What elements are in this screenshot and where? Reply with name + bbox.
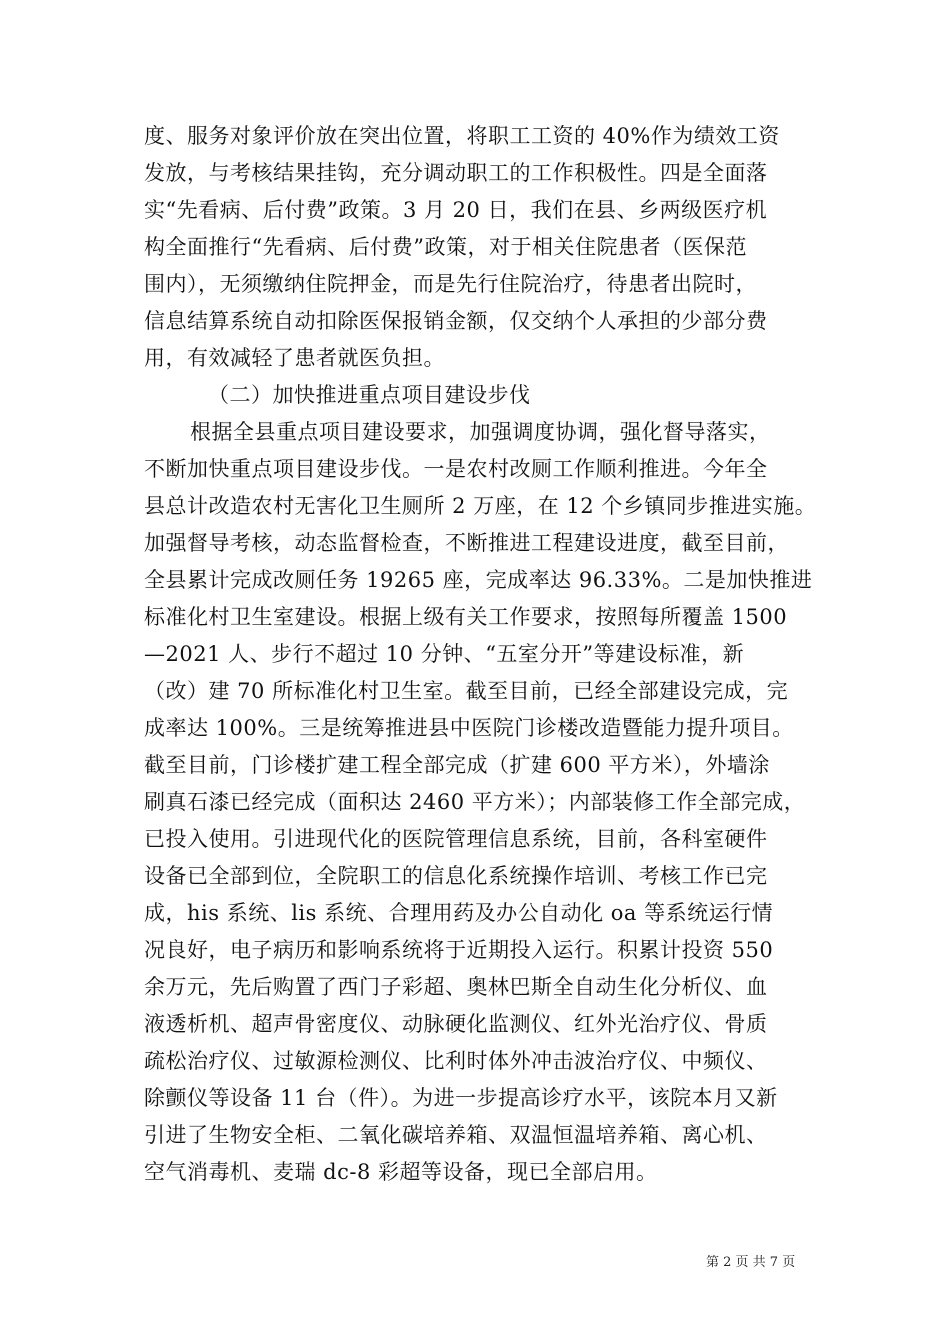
text-line: 疏松治疗仪、过敏源检测仪、比利时体外冲击波治疗仪、中频仪、 bbox=[144, 1049, 768, 1073]
text-line: 已投入使用。引进现代化的医院管理信息系统，目前，各科室硬件 bbox=[144, 827, 768, 851]
text-line: 度、服务对象评价放在突出位置，将职工工资的 40%作为绩效工资 bbox=[144, 124, 780, 148]
text-line: 刷真石漆已经完成（面积达 2460 平方米）；内部装修工作全部完成， bbox=[144, 790, 806, 814]
text-line: 况良好，电子病历和影响系统将于近期投入运行。积累计投资 550 bbox=[144, 938, 774, 962]
page-number-footer: 第 2 页 共 7 页 bbox=[706, 1255, 796, 1270]
text-line: —2021 人、步行不超过 10 分钟、“五室分开”等建设标准，新 bbox=[144, 642, 745, 666]
section-heading: （二）加快推进重点项目建设步伐 bbox=[208, 383, 531, 407]
text-line: 加强督导考核，动态监督检查，不断推进工程建设进度，截至目前， bbox=[144, 531, 789, 555]
text-line: 截至目前，门诊楼扩建工程全部完成（扩建 600 平方米），外墙涂 bbox=[144, 753, 770, 777]
text-line: 实“先看病、后付费”政策。3 月 20 日，我们在县、乡两级医疗机 bbox=[144, 198, 768, 222]
text-line: 全县累计完成改厕任务 19265 座，完成率达 96.33%。二是加快推进 bbox=[144, 568, 813, 592]
text-line: 用，有效减轻了患者就医负担。 bbox=[144, 346, 445, 370]
text-line: 引进了生物安全柜、二氧化碳培养箱、双温恒温培养箱、离心机、 bbox=[144, 1123, 768, 1147]
text-line: 除颤仪等设备 11 台（件）。为进一步提高诊疗水平，该院本月又新 bbox=[144, 1086, 778, 1110]
text-line: 围内），无须缴纳住院押金，而是先行住院治疗，待患者出院时， bbox=[144, 272, 757, 296]
text-line: 空气消毒机、麦瑞 dc-8 彩超等设备，现已全部启用。 bbox=[144, 1160, 658, 1184]
text-line: 液透析机、超声骨密度仪、动脉硬化监测仪、红外光治疗仪、骨质 bbox=[144, 1012, 768, 1036]
text-line: （改）建 70 所标准化村卫生室。截至目前，已经全部建设完成，完 bbox=[144, 679, 789, 703]
text-line: 构全面推行“先看病、后付费”政策，对于相关住院患者（医保范 bbox=[144, 235, 747, 259]
text-line: 成，his 系统、lis 系统、合理用药及办公自动化 oa 等系统运行情 bbox=[144, 901, 774, 925]
text-line: 标准化村卫生室建设。根据上级有关工作要求，按照每所覆盖 1500 bbox=[144, 605, 788, 629]
text-line: 不断加快重点项目建设步伐。一是农村改厕工作顺利推进。今年全 bbox=[144, 457, 768, 481]
text-line: 成率达 100%。三是统筹推进县中医院门诊楼改造暨能力提升项目。 bbox=[144, 716, 794, 740]
text-line: 发放，与考核结果挂钩，充分调动职工的工作积极性。四是全面落 bbox=[144, 161, 768, 185]
text-line: 根据全县重点项目建设要求，加强调度协调，强化督导落实， bbox=[190, 420, 771, 444]
text-line: 信息结算系统自动扣除医保报销金额，仅交纳个人承担的少部分费 bbox=[144, 309, 768, 333]
text-line: 余万元，先后购置了西门子彩超、奥林巴斯全自动生化分析仪、血 bbox=[144, 975, 768, 999]
text-line: 县总计改造农村无害化卫生厕所 2 万座，在 12 个乡镇同步推进实施。 bbox=[144, 494, 817, 518]
text-line: 设备已全部到位，全院职工的信息化系统操作培训、考核工作已完 bbox=[144, 864, 768, 888]
